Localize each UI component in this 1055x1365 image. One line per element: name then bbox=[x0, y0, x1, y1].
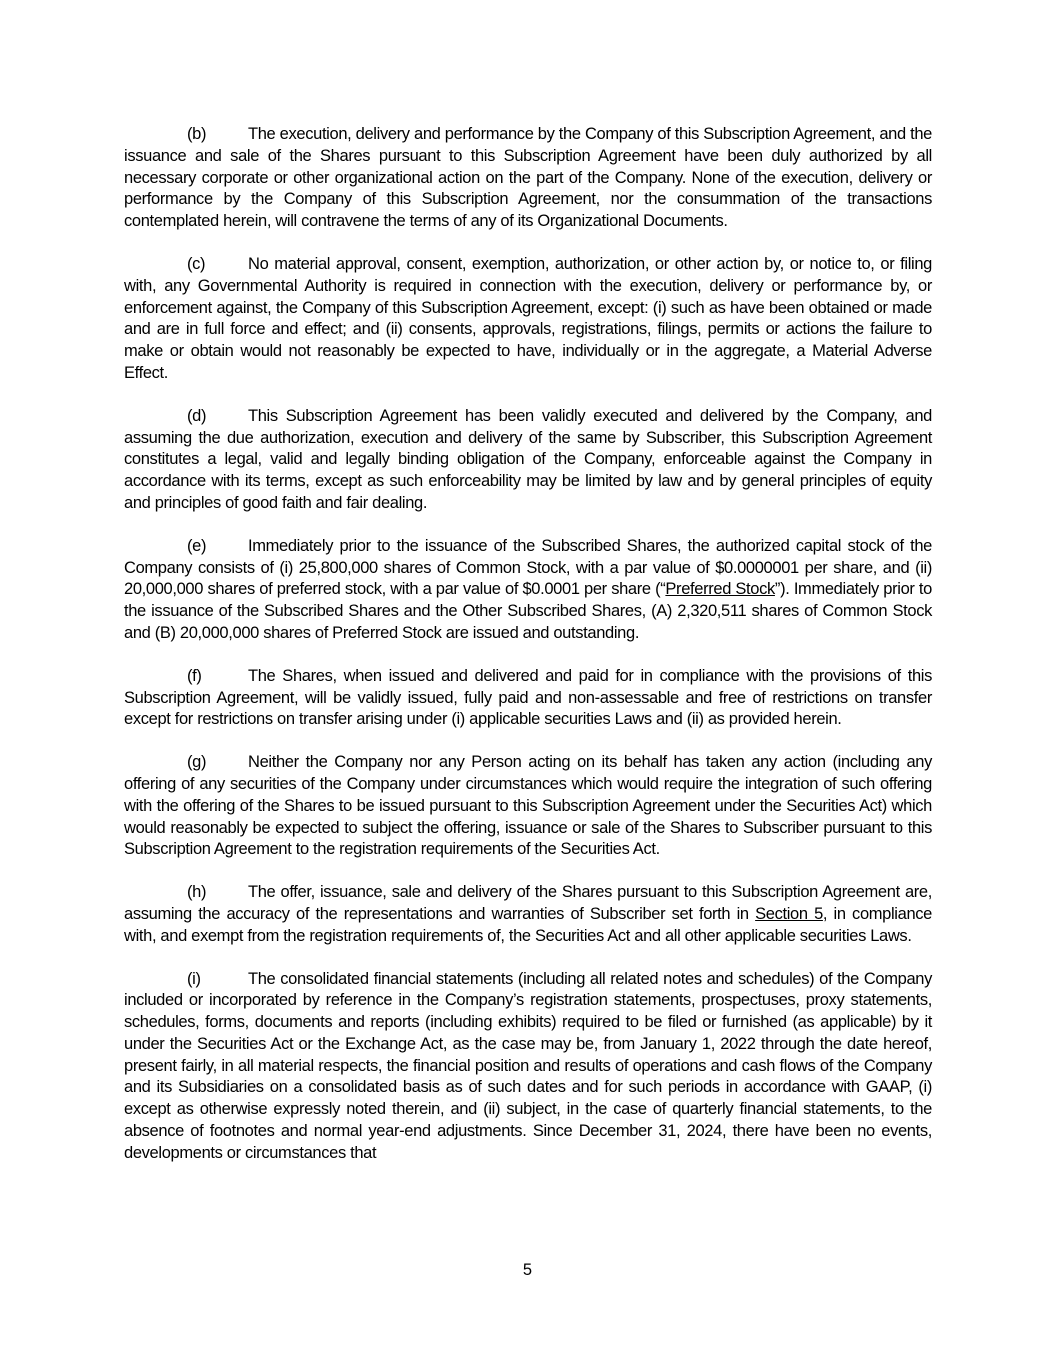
paragraph-label: (c) bbox=[187, 254, 206, 273]
paragraph-text: The consolidated financial statements (including all related notes and schedules) of the Company included or incorporated by reference in the Company’s registration statements, prospectuses, proxy statements, schedules, forms, documents and reports (including exhibits) required to be filed or furnished (as applicable) by it under the Securities Act or the Exchange Act, as the case may be, from January 1, 2022 through the date hereof, present fairly, in all material respects, the financial position and results of operations and cash flows of the Company and its Subsidiaries on a consolidated basis as of such dates and for such periods in accordance with GAAP, (i) except as otherwise expressly noted therein, and (ii) subject, in the case of quarterly financial statements, to the absence of footnotes and normal year-end adjustments. Since December 31, 2024, there have been no events, developments or circumstances that bbox=[124, 969, 932, 1162]
paragraph-text: Immediately prior to the issuance of the Subscribed Shares, the authorized capital stock of the Company consists of (i) 25,800,000 shares of Common Stock, with a par value of $0.0000001 per share, and (ii) 20,000,000 shares of preferred stock, with a par value of $0.0001 per share (“ bbox=[124, 536, 932, 599]
paragraph-e bbox=[124, 536, 932, 645]
paragraph-text: ”). Immediately prior to the issuance of the Subscribed Shares and the Other Subscribed Shares, (A) 2,320,511 shares of Common Stock and (B) 20,000,000 shares of Preferred Stock are issued and outstanding. bbox=[124, 580, 932, 642]
paragraph-text: , in compliance with, and exempt from the registration requirements of, the Securities Act and all other applicable securities Laws. bbox=[124, 904, 933, 945]
paragraph-label: (e) bbox=[187, 536, 207, 555]
paragraph-i bbox=[124, 969, 932, 1165]
paragraph-label: (i) bbox=[187, 969, 201, 988]
paragraph-text: The offer, issuance, sale and delivery of the Shares pursuant to this Subscription Agreement are, assuming the accuracy of the representations and warranties of Subscriber set forth in bbox=[124, 883, 932, 923]
paragraph-text: The Shares, when issued and delivered and paid for in compliance with the provisions of this Subscription Agreement, will be validly issued, fully paid and non-assessable and free of restrictions on transfer except for restrictions on transfer arising under (i) applicable securities Laws and (ii) as provided herein. bbox=[124, 666, 932, 729]
paragraph-d bbox=[124, 406, 932, 515]
paragraph-text: The execution, delivery and performance by the Company of this Subscription Agreement, and the issuance and sale of the Shares pursuant to this Subscription Agreement have been duly authorized by all necessary corporate or other organizational action on the part of the Company. None of the execution, delivery or performance by the Company of this Subscription Agreement, nor the consummation of the transactions contemplated herein, will contravene the terms of any of its Organizational Documents. bbox=[124, 125, 932, 231]
paragraph-label: (b) bbox=[187, 125, 207, 143]
document-body bbox=[124, 124, 932, 1186]
paragraph-label: (g) bbox=[187, 753, 207, 772]
paragraph-text: This Subscription Agreement has been validly executed and delivered by the Company, and assuming the due authorization, execution and delivery of the same by Subscriber, this Subscription Agreement constitutes a legal, valid and legally binding obligation of the Company, enforceable against the Company in accordance with its terms, except as such enforceability may be limited by law and by general principles of equity and principles of good faith and fair dealing. bbox=[124, 406, 932, 512]
paragraph-b bbox=[124, 124, 932, 233]
paragraph-h bbox=[124, 882, 932, 947]
paragraph-text: No material approval, consent, exemption, authorization, or other action by, or notice to, or filing with, any Governmental Authority is required in connection with the execution, delivery or performance by, or enforcement against, the Company of this Subscription Agreement, except: (i) such as have been obtained or made and are in full force and effect; and (ii) consents, approvals, registrations, filings, permits or actions the failure to make or obtain would not reasonably be expected to have, individually or in the aggregate, a Material Adverse Effect. bbox=[124, 254, 932, 382]
paragraph-label: (h) bbox=[187, 883, 207, 902]
paragraph-c bbox=[124, 254, 932, 385]
paragraph-g bbox=[124, 752, 932, 861]
page-number: 5 bbox=[522, 1261, 533, 1279]
paragraph-label: (d) bbox=[187, 406, 207, 425]
paragraph-label: (f) bbox=[187, 666, 202, 685]
section-reference-link: Section 5 bbox=[755, 904, 823, 923]
paragraph-f bbox=[124, 666, 932, 731]
paragraph-text: Neither the Company nor any Person acting on its behalf has taken any action (including any offering of any securities of the Company under circumstances which would require the integration of such offering with the offering of the Shares to be issued pursuant to this Subscription Agreement under the Securities Act) which would reasonably be expected to subject the offering, issuance or sale of the Shares to Subscriber pursuant to this Subscription Agreement to the registration requirements of the Securities Act. bbox=[124, 753, 932, 859]
defined-term-preferred-stock: Preferred Stock bbox=[665, 580, 775, 599]
